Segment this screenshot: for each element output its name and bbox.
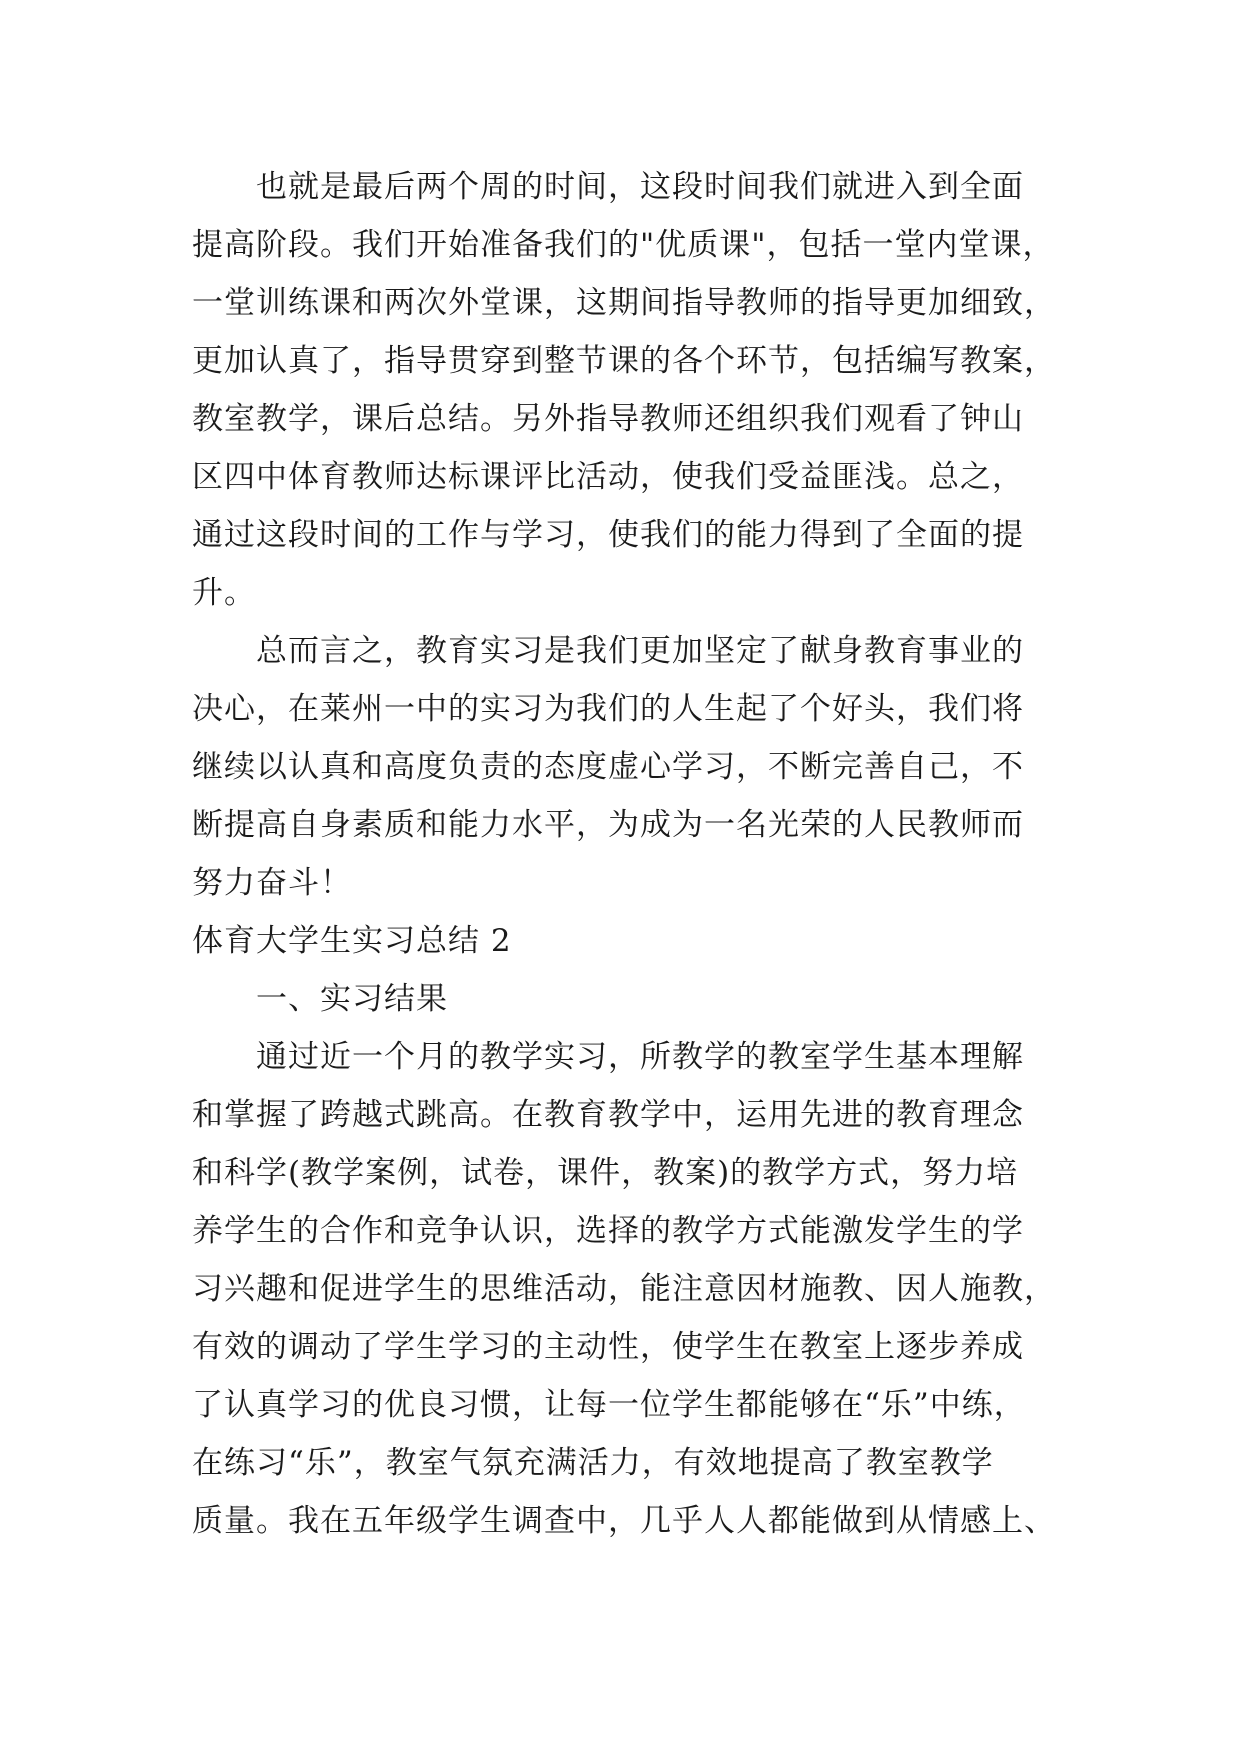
paragraph-line: 通过近一个月的教学实习，所教学的教室学生基本理解 [256, 1039, 1024, 1075]
paragraph-line: 习兴趣和促进学生的思维活动，能注意因材施教、因人施教， [192, 1271, 1056, 1307]
paragraph-line: 和掌握了跨越式跳高。在教育教学中，运用先进的教育理念 [192, 1097, 1024, 1133]
section-heading: 体育大学生实习总结 2 [192, 923, 512, 959]
paragraph-line: 升。 [192, 575, 256, 611]
paragraph-line: 养学生的合作和竞争认识，选择的教学方式能激发学生的学 [192, 1213, 1024, 1249]
paragraph-line: 也就是最后两个周的时间，这段时间我们就进入到全面 [256, 169, 1024, 205]
paragraph-line: 和科学(教学案例，试卷，课件，教案)的教学方式，努力培 [192, 1155, 1019, 1191]
paragraph-line: 提高阶段。我们开始准备我们的"优质课"，包括一堂内堂课， [192, 227, 1055, 263]
paragraph-line: 在练习“乐”，教室气氛充满活力，有效地提高了教室教学 [192, 1445, 994, 1481]
paragraph-line: 通过这段时间的工作与学习，使我们的能力得到了全面的提 [192, 517, 1024, 553]
paragraph-line: 总而言之，教育实习是我们更加坚定了献身教育事业的 [256, 633, 1024, 669]
paragraph-line: 有效的调动了学生学习的主动性，使学生在教室上逐步养成 [192, 1329, 1024, 1365]
paragraph-line: 质量。我在五年级学生调查中，几乎人人都能做到从情感上、 [192, 1503, 1056, 1539]
paragraph-line: 断提高自身素质和能力水平，为成为一名光荣的人民教师而 [192, 807, 1024, 843]
paragraph-line: 一堂训练课和两次外堂课，这期间指导教师的指导更加细致， [192, 285, 1056, 321]
paragraph-line: 更加认真了，指导贯穿到整节课的各个环节，包括编写教案， [192, 343, 1056, 379]
document-body [192, 158, 1092, 1550]
paragraph-line: 了认真学习的优良习惯，让每一位学生都能够在“乐”中练， [192, 1387, 1026, 1423]
paragraph-line: 决心，在莱州一中的实习为我们的人生起了个好头，我们将 [192, 691, 1024, 727]
section-subheading: 一、实习结果 [256, 981, 448, 1017]
paragraph-line: 继续以认真和高度负责的态度虚心学习，不断完善自己，不 [192, 749, 1024, 785]
paragraph-line: 努力奋斗！ [192, 865, 352, 901]
paragraph-line: 教室教学，课后总结。另外指导教师还组织我们观看了钟山 [192, 401, 1024, 437]
paragraph-line: 区四中体育教师达标课评比活动，使我们受益匪浅。总之， [192, 459, 1024, 495]
